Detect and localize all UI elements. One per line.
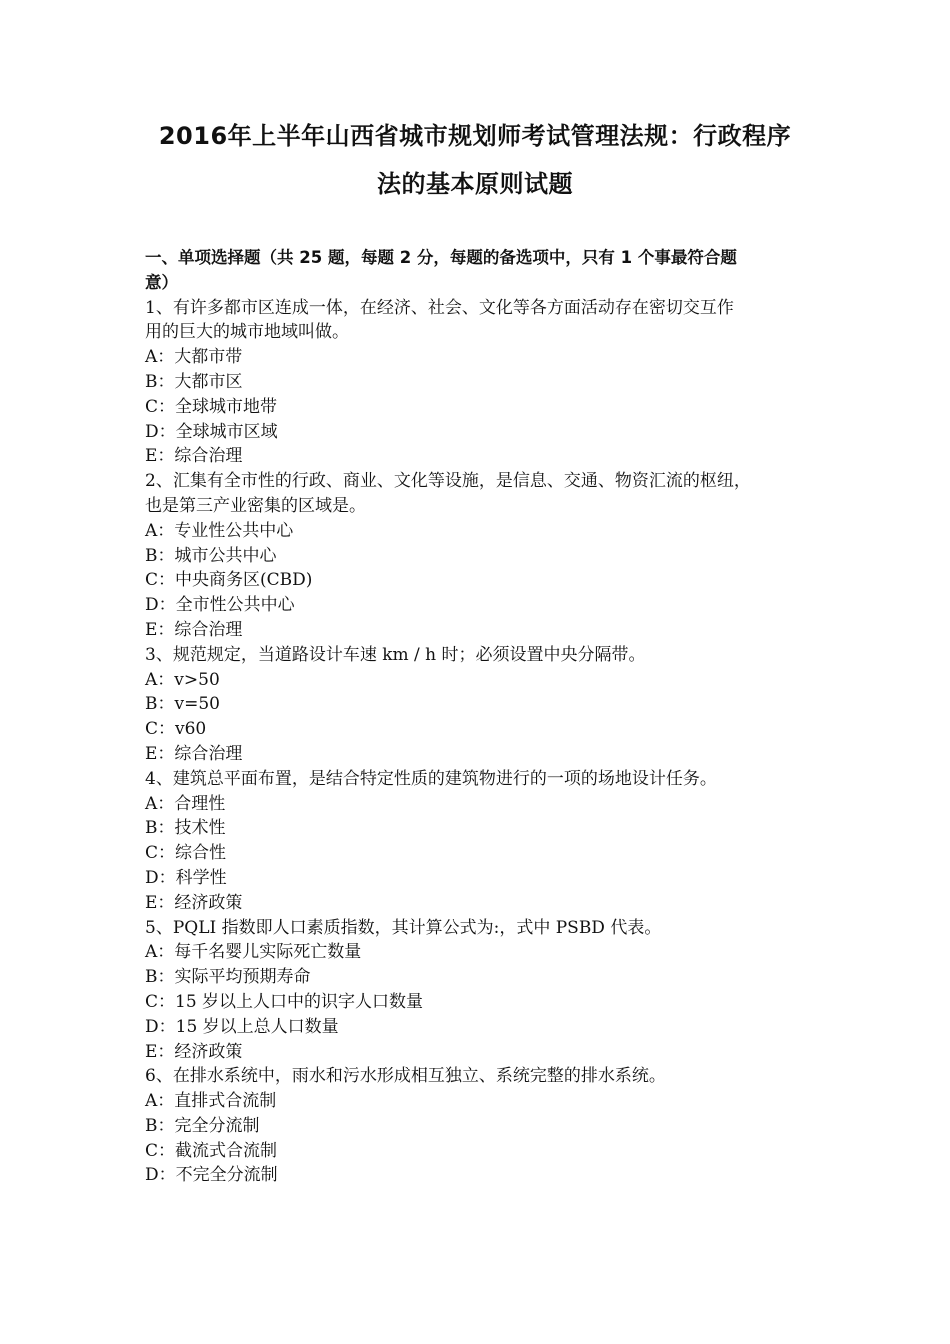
- title-line-1: 2016年上半年山西省城市规划师考试管理法规：行政程序: [158, 122, 792, 150]
- question-text: 1、有许多都市区连成一体，在经济、社会、文化等各方面活动存在密切交互作: [145, 297, 734, 318]
- question-6: [145, 1064, 815, 1188]
- question-5: [145, 916, 815, 1065]
- option-a: A：大都市带: [145, 347, 243, 368]
- option-d: D：全市性公共中心: [145, 595, 295, 616]
- section-heading-line-2: 意）: [145, 272, 178, 292]
- option-c: C：中央商务区(CBD): [145, 570, 313, 591]
- option-e: E：综合治理: [145, 743, 243, 764]
- option-c: C：v60: [145, 719, 207, 740]
- question-text: 用的巨大的城市地域叫做。: [145, 322, 349, 343]
- option-a: A：每千名婴儿实际死亡数量: [145, 942, 362, 963]
- question-text: 5、PQLI 指数即人口素质指数，其计算公式为:，式中 PSBD 代表。: [145, 917, 662, 938]
- option-b: B：技术性: [145, 818, 226, 839]
- option-b: B：城市公共中心: [145, 545, 277, 566]
- question-2: [145, 469, 815, 643]
- question-text: 也是第三产业密集的区域是。: [145, 495, 366, 516]
- option-b: B：大都市区: [145, 371, 243, 392]
- option-d: D：15 岁以上总人口数量: [145, 1016, 339, 1037]
- question-text: 3、规范规定，当道路设计车速 km / h 时；必须设置中央分隔带。: [145, 644, 646, 665]
- question-text: 2、汇集有全市性的行政、商业、文化等设施，是信息、交通、物资汇流的枢纽，: [145, 471, 751, 492]
- question-1: [145, 296, 815, 470]
- option-e: E：经济政策: [145, 892, 243, 913]
- option-b: B：完全分流制: [145, 1115, 260, 1136]
- document-body: [145, 246, 815, 1188]
- option-c: C：15 岁以上人口中的识字人口数量: [145, 991, 424, 1012]
- option-e: E：综合治理: [145, 619, 243, 640]
- title-line-2: 法的基本原则试题: [377, 170, 573, 198]
- option-c: C：截流式合流制: [145, 1140, 278, 1161]
- option-e: E：经济政策: [145, 1041, 243, 1062]
- option-d: D：全球城市区域: [145, 421, 278, 442]
- option-d: D：不完全分流制: [145, 1165, 278, 1186]
- document-title: [120, 112, 830, 208]
- question-4: [145, 767, 815, 916]
- question-text: 4、建筑总平面布置，是结合特定性质的建筑物进行的一项的场地设计任务。: [145, 768, 717, 789]
- option-b: B：实际平均预期寿命: [145, 967, 311, 988]
- option-d: D：科学性: [145, 867, 227, 888]
- question-text: 6、在排水系统中，雨水和污水形成相互独立、系统完整的排水系统。: [145, 1066, 666, 1087]
- section-heading-line-1: 一、单项选择题（共 25 题，每题 2 分，每题的备选项中，只有 1 个事最符合题: [145, 248, 737, 267]
- option-a: A：直排式合流制: [145, 1091, 277, 1112]
- option-e: E：综合治理: [145, 446, 243, 467]
- option-b: B：v=50: [145, 694, 220, 715]
- option-a: A：合理性: [145, 793, 226, 814]
- option-c: C：全球城市地带: [145, 396, 278, 417]
- option-a: A：专业性公共中心: [145, 520, 294, 541]
- section-heading: [145, 246, 815, 296]
- option-a: A：v>50: [145, 669, 220, 690]
- option-c: C：综合性: [145, 843, 227, 864]
- question-3: [145, 643, 815, 767]
